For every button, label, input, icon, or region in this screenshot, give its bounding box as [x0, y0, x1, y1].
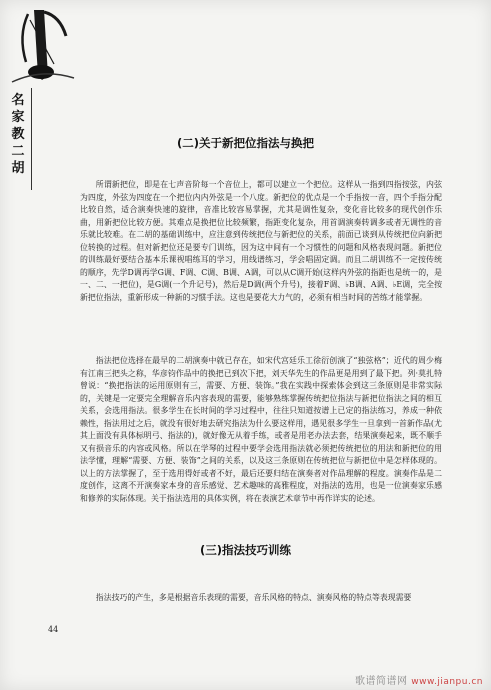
sidebar-char: 家 — [11, 110, 25, 125]
watermark — [355, 672, 483, 687]
body-paragraph: 指法技巧的产生，多是根据音乐表现的需要，音乐风格的特点、演奏风格的特点等表现需要 — [95, 593, 412, 602]
watermark-url: www.jianpu.cn — [411, 677, 483, 687]
sidebar-char: 教 — [11, 127, 25, 142]
body-paragraph: 所谓新把位，即是在七声音阶每一个音位上，都可以建立一个把位。这样从一指到四指按弦，内弦为四度，外弦为四度在一个把位内内外弦是一个八度。新把位的优点是一个手指按一音，四个手指分配比较自然，适合演奏快速的旋律，音准比较容易掌握，尤其是调性复杂，变化音比较多的现代创作乐曲，用新把位比较方便。其难点是换把位比较频繁，指距变化复杂，用首调演奏转调多或者无调性的音乐就比较难。在二胡的基础训练中，应注意到传统把位与新把位的关系，前面已谈到从传统把位向新把位转换的过程。但对新把位还是要专门训练，因为这中间有一个习惯性的问题和风格表现问题。新把位的训练最好要结合基本乐课视唱练耳的学习，用线谱练习，学会唱固定调。而且二胡训练不一定按传统的顺序，先学D调再学G调、F调、C调、B调、A调，可以从C调开始(这样内外弦的指距也是统一的，是一、二、一把位)，是G调(一个升记号)，然后是D调(两个升号)，接着F调、♭B调、A调、♭E调，完全按新把位指法，重新形成一种新的习惯手法。这也是要花大力气的，必须有相当时间的苦练才能掌握。 — [80, 180, 442, 302]
sidebar-char: 二 — [11, 144, 25, 159]
page-number: 44 — [48, 625, 59, 634]
section-heading: (三)指法技巧训练 — [199, 543, 291, 557]
sidebar-char: 胡 — [11, 161, 25, 176]
watermark-text: 歌谱简谱网 — [355, 676, 408, 687]
erhu-logo — [8, 6, 78, 84]
section-heading: (二)关于新把位指法与换把 — [176, 136, 314, 150]
sidebar-char: 名 — [11, 93, 25, 108]
body-paragraph: 指法把位选择在最早的二胡演奏中就已存在，如宋代宫廷乐工徐衍创演了“独弦格”；近代的周少梅有江南三把头之称，华彦钧作品中的换把已到次下把，刘天华先生的作品更是用到了最下把。列·莫扎特曾说：“换把指法的运用原则有三，需要、方便、装饰。”我在实践中探索体会到这三条原则是非常实际的，关键是一定要完全理解音乐内容表现的需要，能够熟练掌握传统把位指法与新把位指法之间的相互关系，会选用指法。很多学生在长时间的学习过程中，往往只知道按谱上已定的指法练习，养成一种依赖性，指法用过之后，就没有很好地去研究指法为什么要这样用，遇见很多学生一旦拿到一首新作品(尤其上面没有具体标明弓、指法的)，就好像无从着手练，或者是用老办法去套，结果演奏起来，既不顺手又有损音乐的内容或风格。所以在学琴的过程中要学会选用指法就必须把传统把位的用法和新把位的用法学懂，理解“需要、方便、装饰”之间的关系，以及这三条原则在传统把位与新把位中是怎样体现的。以上的方法掌握了，至于选用得好或者不好，最后还要归结在演奏者对作品理解的程度。演奏作品是二度创作，这离不开演奏家本身的音乐感觉、艺术趣味的高雅程度，对指法的选用，也是一位演奏家乐感和修养的实际体现。关于指法选用的具体实例，将在表演艺术章节中再作详实的论述。 — [80, 356, 442, 503]
